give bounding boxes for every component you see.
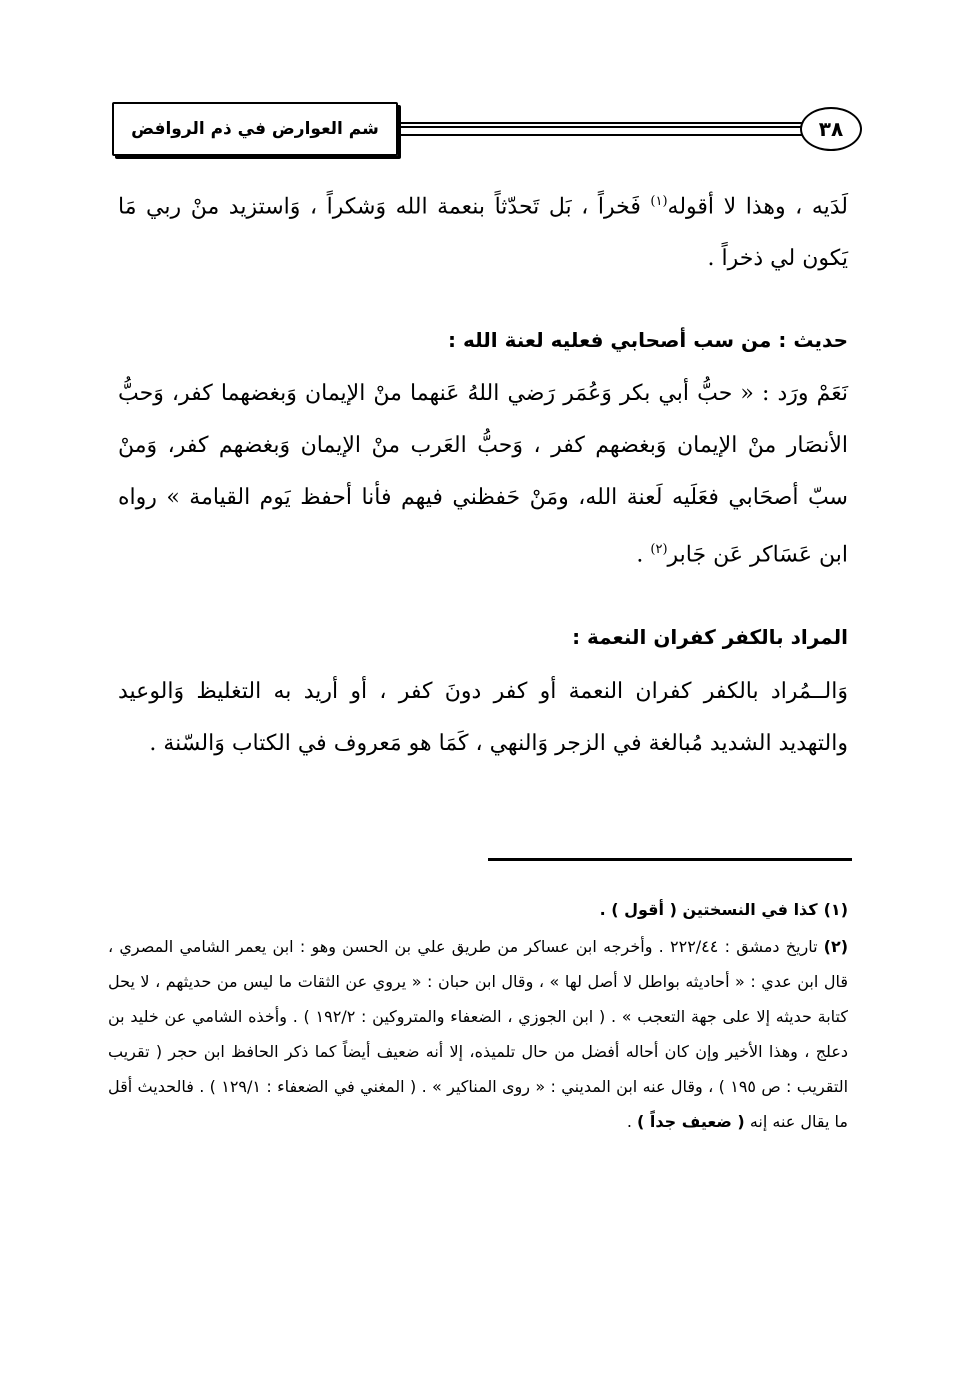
paragraph-kufr: وَالــمُراد بالكفر كفران النعمة أو كفر دونَ كفر ، أو أريد به التغليظ وَالوعيد والتهديد الشديد مُبالغة في الزجر وَالنهي ، كَمَا هو مَعروف في الكتاب وَالسّنة . xyxy=(118,679,848,756)
footnote-2-end: . xyxy=(626,1112,638,1131)
header-rule xyxy=(400,122,802,136)
footnote-ref-1: (١) xyxy=(650,194,668,209)
section-heading-hadith: حديث : من سب أصحابي فعليه لعنة الله : xyxy=(447,328,848,352)
footnote-2-number: (٢) xyxy=(823,937,849,956)
footnote-2-verdict: ( ضعيف جداً ) xyxy=(637,1112,745,1131)
paragraph-intro-text: لَدَيه ، وهذا لا أقوله xyxy=(667,194,849,220)
footnote-2 xyxy=(108,929,848,1139)
paragraph-hadith xyxy=(118,368,848,581)
running-title: شم العوارض في ذم الروافض xyxy=(131,119,379,139)
footnote-2-text: تاريخ دمشق : ٢٢٢/٤٤ . وأخرجه ابن عساكر من طريق علي بن الحسن وهو : ابن يعمر الشامي المصري ، قال ابن عدي : « أحاديثه بواطل لا أصل لها » ، وقال ابن حبان : « يروي عن الثقات ما ليس من حديثهم ، لا يحل كتابة حديثه إلا على جهة التعجب » . ( ابن الجوزي ، الضعفاء والمتروكين : ١٩٢/٢ ) . وأخذه الشامي عن خليد بن دعلج ، وهذا الأخير وإن كان أحاله أفضل من حال تلميذه، إلا أنه ضعيف أيضاً كما ذكر الحافظ ابن حجر ( تقريب التقريب : ص ١٩٥ ) ، وقال عنه ابن المديني : « روى المناكير » . ( المغني في الضعفاء : ١٢٩/١ ) . فالحديث أقل ما يقال عنه إنه xyxy=(108,937,849,1131)
footnote-1-number: (١) xyxy=(823,900,848,919)
paragraph-intro xyxy=(118,176,848,285)
footnote-1 xyxy=(108,892,848,927)
footnote-ref-2: (٢) xyxy=(650,542,668,557)
paragraph-intro-text-cont: فَخراً ، بَل تَحدّثاً بنعمة الله وَشكراً ، وَاستزيد منْ ربي مَا يَكون لي ذخراً . xyxy=(118,194,848,272)
footnote-1-text: كذا في النسختين ( أقول ) . xyxy=(599,900,818,919)
section-heading-kufr: المراد بالكفر كفران النعمة : xyxy=(572,625,848,649)
footnotes xyxy=(108,892,848,1141)
paragraph-hadith-end: . xyxy=(636,542,651,568)
page-number: ٣٨ xyxy=(800,107,862,151)
footnote-divider xyxy=(488,858,852,861)
paragraph-hadith-text: نَعَمْ ورَد : « حبُّ أبي بكر وَعُمَر رَضي اللهُ عَنهما منْ الإيمان وَبغضهما كفر، وَحبُّ الأنصَار منْ الإيمان وَبغضهم كفر ، وَحبُّ العَرب منْ الإيمان وَبغضهم كفر، وَمنْ سبّ أصحَابي فعَلَيه لَعنة الله، ومَنْ حَفظني فيهم فأنا أحفظ يَوم القيامة » رواه ابن عَسَاكر عَن جَابر xyxy=(118,381,848,568)
page-header xyxy=(112,102,862,164)
running-title-box xyxy=(112,102,398,156)
